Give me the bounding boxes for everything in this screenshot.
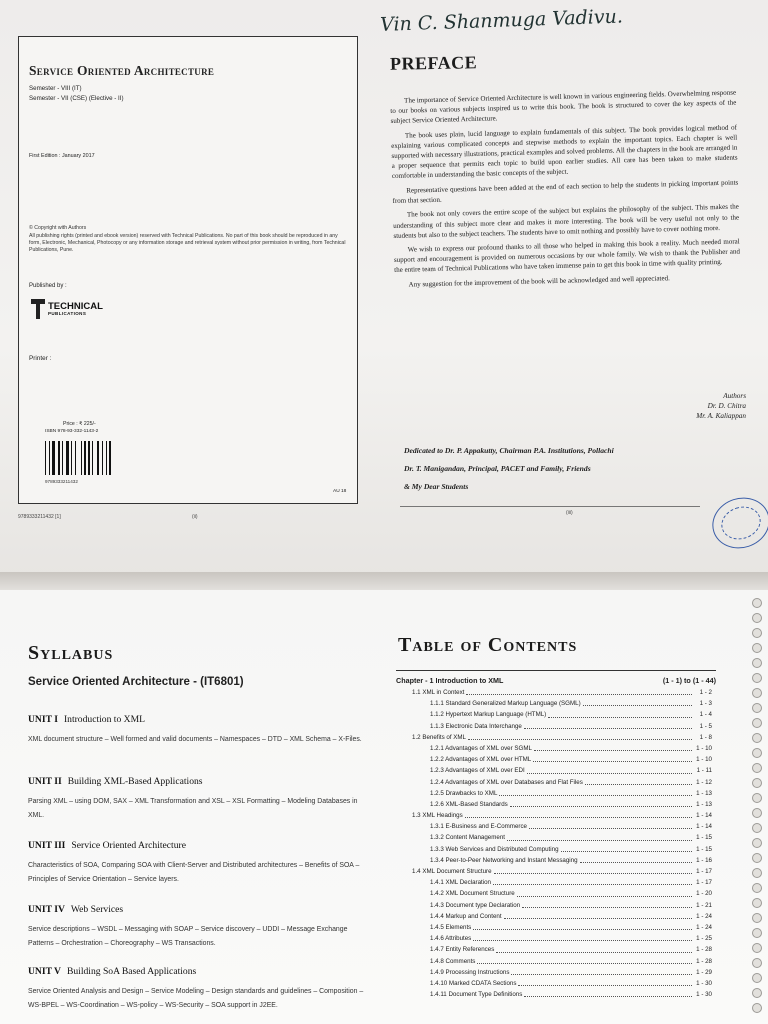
toc-entry-row bbox=[396, 721, 718, 732]
toc-page-number: 1 - 5 bbox=[699, 722, 712, 730]
toc-leader-dots bbox=[522, 907, 692, 908]
toc-entry-row bbox=[396, 888, 718, 899]
toc-leader-dots bbox=[548, 717, 692, 718]
toc-entry-label: 1.4.11 Document Type Definitions bbox=[430, 991, 523, 999]
edition-code: AU 18 bbox=[333, 489, 347, 494]
preface-page bbox=[380, 0, 768, 560]
page-number-right: (iii) bbox=[566, 510, 573, 516]
toc-entry-label: 1.4.9 Processing Instructions bbox=[430, 968, 510, 976]
toc-leader-dots bbox=[468, 739, 692, 740]
spiral-ring-icon bbox=[752, 958, 762, 968]
toc-entry-label: 1.1.3 Electronic Data Interchange bbox=[430, 722, 522, 730]
spiral-ring-icon bbox=[752, 988, 762, 998]
published-by-label: Published by : bbox=[29, 283, 67, 289]
toc-leader-dots bbox=[466, 694, 692, 695]
toc-leader-dots bbox=[517, 896, 692, 897]
toc-entry-row bbox=[396, 978, 718, 989]
unit-block bbox=[28, 840, 364, 887]
toc-entry-row bbox=[396, 844, 718, 855]
barcode-bar bbox=[49, 441, 50, 475]
toc-entry-row bbox=[396, 743, 718, 754]
toc-entry-row bbox=[396, 855, 718, 866]
unit-name: Web Services bbox=[70, 904, 124, 915]
footer-code: 9789333211432 [1] bbox=[18, 514, 61, 520]
toc-entry-label: 1.3.3 Web Services and Distributed Computing bbox=[430, 845, 559, 853]
toc-entry-label: 1.4.1 XML Declaration bbox=[430, 879, 491, 887]
toc-entry-label: 1.3 XML Headings bbox=[412, 812, 463, 820]
toc-entry-label: 1.4.8 Comments bbox=[430, 957, 476, 965]
toc-entry-label: 1.4 XML Document Structure bbox=[412, 868, 492, 875]
edition-line: First Edition : January 2017 bbox=[29, 153, 95, 159]
imprint-box bbox=[18, 36, 358, 504]
sign-author-1: Dr. D. Chitra bbox=[707, 402, 746, 410]
toc-page-number: 1 - 29 bbox=[696, 968, 712, 976]
isbn-barcode bbox=[45, 441, 119, 479]
toc-entry-row bbox=[396, 900, 718, 911]
toc-entry-row bbox=[396, 732, 718, 743]
spiral-ring-icon bbox=[752, 853, 762, 863]
toc-entry-row bbox=[396, 933, 718, 944]
spiral-ring-icon bbox=[752, 613, 762, 623]
toc-page-number: 1 - 8 bbox=[699, 733, 712, 741]
toc-entry-row bbox=[396, 799, 718, 810]
unit-number: UNIT III bbox=[28, 840, 66, 851]
preface-paragraph: Representative questions have been added at the end of each section to help the students in picking important points from that section. bbox=[392, 178, 739, 205]
semester-line-2: Semester - VII (CSE) (Elective - II) bbox=[29, 95, 124, 102]
toc-entry-row bbox=[396, 989, 718, 1000]
preface-paragraph: We wish to express our profound thanks to all those who helped in making this book a reality. Much needed moral support and encouragement is provided on numerous occasions by our whole family. We wish to thank the Publisher and the entire team of Technical Publications who have taken immense pain to get this book in time with quality printing. bbox=[393, 237, 741, 275]
technical-publications-logo bbox=[31, 295, 103, 321]
copyright-heading: © Copyright with Authors bbox=[29, 225, 87, 231]
barcode-bar bbox=[45, 441, 46, 475]
toc-leader-dots bbox=[518, 985, 692, 986]
toc-leader-dots bbox=[527, 773, 692, 774]
spiral-ring-icon bbox=[752, 673, 762, 683]
toc-entry-label: Chapter - 1 Introduction to XML bbox=[396, 676, 504, 685]
toc-leader-dots bbox=[524, 996, 692, 997]
toc-entry-label: 1.4.10 Marked CDATA Sections bbox=[430, 979, 517, 987]
toc-page-number: 1 - 10 bbox=[696, 744, 712, 752]
toc-entry-row bbox=[396, 821, 718, 832]
page-number-left: (ii) bbox=[192, 514, 198, 520]
toc-leader-dots bbox=[473, 929, 692, 930]
toc-leader-dots bbox=[585, 784, 692, 785]
spiral-ring-icon bbox=[752, 1003, 762, 1013]
toc-entry-label: 1.2.3 Advantages of XML over EDI bbox=[430, 767, 525, 775]
footer-rule bbox=[400, 506, 700, 507]
logo-word: TECHNICAL bbox=[48, 301, 103, 312]
toc-page-number: 1 - 4 bbox=[699, 711, 712, 719]
toc-entry-label: 1.1 XML in Context bbox=[412, 689, 465, 696]
preface-paragraph: The book uses plain, lucid language to explain fundamentals of this subject. The book provides logical method of explaining various complicated concepts and stepwise methods to explain the important topics. Each chapter is well supported with necessary illustrations, practical examples and solved problems. All the chapters in the book are arranged in a proper sequence that permits each topic to build upon earlier studies. All care has been taken to make students comfortable in understanding the basic concepts of the subject. bbox=[391, 123, 738, 181]
dedication-line-1: Dedicated to Dr. P. Appakutty, Chairman P.A. Institutions, Pollachi bbox=[404, 446, 614, 455]
spiral-ring-icon bbox=[752, 943, 762, 953]
toc-page-number: (1 - 1) to (1 - 44) bbox=[662, 676, 716, 685]
toc-page-number: 1 - 13 bbox=[696, 789, 712, 797]
barcode-bar bbox=[102, 441, 103, 475]
toc-page-number: 1 - 24 bbox=[696, 923, 712, 931]
toc-leader-dots bbox=[473, 940, 692, 941]
spiral-ring-icon bbox=[752, 688, 762, 698]
toc-leader-dots bbox=[561, 851, 692, 852]
toc-entry-row bbox=[396, 911, 718, 922]
barcode-bar bbox=[66, 441, 69, 475]
toc-leader-dots bbox=[510, 806, 692, 807]
sign-author-2: Mr. A. Kaliappan bbox=[696, 412, 746, 420]
barcode-bar bbox=[75, 441, 76, 475]
toc-entry-row bbox=[396, 877, 718, 888]
toc-entry-label: 1.2 Benefits of XML bbox=[412, 733, 466, 741]
barcode-bar bbox=[97, 441, 99, 475]
preface-body bbox=[390, 88, 741, 295]
dedication-line-3: & My Dear Students bbox=[404, 482, 469, 491]
toc-leader-dots bbox=[499, 795, 692, 796]
spiral-ring-icon bbox=[752, 598, 762, 608]
unit-content: Parsing XML – using DOM, SAX – XML Transformation and XSL – XSL Formatting – Modeling Databases in XML. bbox=[28, 798, 358, 819]
preface-heading: PREFACE bbox=[389, 52, 478, 74]
toc-page-number: 1 - 3 bbox=[699, 700, 712, 708]
toc-page-number: 1 - 17 bbox=[696, 879, 712, 887]
toc-entry-row bbox=[396, 832, 718, 843]
toc-page-number: 1 - 14 bbox=[696, 812, 712, 820]
toc-page-number: 1 - 11 bbox=[696, 767, 712, 775]
toc-heading: Table of Contents bbox=[398, 634, 578, 656]
spiral-ring-icon bbox=[752, 718, 762, 728]
copyright-text: All publishing rights (printed and ebook version) reserved with Technical Publications. No part of this book should be reproduced in any form, Electronic, Mechanical, Photocopy or any information storage and retrieval system without prior permission in writing, from Technical Publications, Pune. bbox=[29, 233, 346, 253]
toc-leader-dots bbox=[477, 963, 692, 964]
unit-content: Characteristics of SOA, Comparing SOA with Client-Server and Distributed architectures – Benefits of SOA – Principles of Service Orientation – Service layers. bbox=[28, 862, 360, 883]
toc-chapter-row bbox=[396, 674, 718, 687]
book-title: Service Oriented Architecture bbox=[29, 63, 215, 78]
printer-label: Printer : bbox=[29, 355, 52, 362]
toc-page-number: 1 - 12 bbox=[696, 778, 712, 786]
spiral-ring-icon bbox=[752, 793, 762, 803]
toc-entry-label: 1.2.5 Drawbacks to XML bbox=[430, 789, 498, 797]
handwritten-name: Vin C. Shanmuga Vadivu. bbox=[379, 5, 624, 36]
unit-name: Building SoA Based Applications bbox=[66, 966, 197, 977]
toc-entry-label: 1.2.4 Advantages of XML over Databases and Flat Files bbox=[430, 778, 583, 786]
toc-leader-dots bbox=[511, 974, 692, 975]
toc-leader-dots bbox=[465, 817, 692, 818]
toc-entry-row bbox=[396, 698, 718, 709]
toc-entry-row bbox=[396, 866, 718, 877]
spiral-ring-icon bbox=[752, 658, 762, 668]
toc-entry-row bbox=[396, 777, 718, 788]
unit-name: Introduction to XML bbox=[63, 714, 145, 725]
toc-page-number: 1 - 24 bbox=[696, 912, 712, 920]
toc-page-number: 1 - 2 bbox=[699, 689, 712, 696]
spiral-ring-icon bbox=[752, 913, 762, 923]
sign-authors: Authors bbox=[723, 392, 746, 400]
unit-name: Building XML-Based Applications bbox=[67, 776, 203, 787]
toc-entry-row bbox=[396, 967, 718, 978]
unit-content: XML document structure – Well formed and valid documents – Namespaces – DTD – XML Schema – X-Files. bbox=[28, 736, 362, 743]
toc-entry-label: 1.2.1 Advantages of XML over SGML bbox=[430, 744, 532, 752]
spiral-ring-icon bbox=[752, 928, 762, 938]
toc-list bbox=[396, 674, 718, 1000]
toc-entry-row bbox=[396, 956, 718, 967]
price-line: Price : ₹ 225/- bbox=[63, 421, 96, 427]
spiral-ring-icon bbox=[752, 823, 762, 833]
spiral-ring-icon bbox=[752, 733, 762, 743]
unit-name: Service Oriented Architecture bbox=[71, 840, 186, 851]
toc-leader-dots bbox=[496, 952, 692, 953]
semester-line-1: Semester - VIII (IT) bbox=[29, 85, 82, 92]
toc-page-number: 1 - 30 bbox=[696, 991, 712, 999]
toc-page-number: 1 - 13 bbox=[696, 800, 712, 808]
toc-entry-label: 1.1.1 Standard Generalized Markup Language (SGML) bbox=[430, 700, 581, 708]
toc-entry-label: 1.4.2 XML Document Structure bbox=[430, 890, 515, 898]
toc-leader-dots bbox=[504, 918, 692, 919]
barcode-bar bbox=[81, 441, 82, 475]
toc-page-number: 1 - 17 bbox=[696, 868, 712, 875]
toc-entry-label: 1.2.2 Advantages of XML over HTML bbox=[430, 756, 532, 764]
spiral-binding bbox=[748, 598, 768, 1018]
unit-number: UNIT II bbox=[28, 776, 62, 787]
toc-page-number: 1 - 28 bbox=[696, 946, 712, 954]
barcode-bar bbox=[62, 441, 63, 475]
spiral-ring-icon bbox=[752, 808, 762, 818]
spiral-ring-icon bbox=[752, 748, 762, 758]
toc-page-number: 1 - 28 bbox=[696, 957, 712, 965]
logo-subword: PUBLICATIONS bbox=[48, 311, 87, 316]
toc-leader-dots bbox=[524, 728, 692, 729]
unit-content: Service Oriented Analysis and Design – Service Modeling – Design standards and guidelines – Composition – WS-BPEL – WS-Coordination – WS-policy – WS-Security – SOA support in J2EE. bbox=[28, 988, 364, 1009]
barcode-bar bbox=[109, 441, 111, 475]
toc-leader-dots bbox=[533, 761, 692, 762]
barcode-number: 9789333211432 bbox=[45, 479, 78, 484]
toc-leader-dots bbox=[529, 828, 692, 829]
barcode-bar bbox=[84, 441, 86, 475]
copyright-page bbox=[6, 0, 378, 540]
toc-page-number: 1 - 15 bbox=[696, 845, 712, 853]
unit-number: UNIT I bbox=[28, 714, 58, 725]
barcode-bar bbox=[88, 441, 90, 475]
unit-content: Service descriptions – WSDL – Messaging with SOAP – Service discovery – UDDI – Message Exchange Patterns – Orchestration – Choreography – WS Transactions. bbox=[28, 926, 348, 947]
toc-entry-label: 1.4.5 Elements bbox=[430, 923, 472, 931]
toc-entry-row bbox=[396, 944, 718, 955]
barcode-bar bbox=[58, 441, 60, 475]
toc-entry-label: 1.3.1 E-Business and E-Commerce bbox=[430, 823, 527, 831]
spiral-ring-icon bbox=[752, 973, 762, 983]
toc-entry-label: 1.2.6 XML-Based Standards bbox=[430, 800, 508, 808]
barcode-bar bbox=[52, 441, 55, 475]
lower-book-spread bbox=[0, 590, 768, 1024]
toc-leader-dots bbox=[534, 750, 692, 751]
toc-page-number: 1 - 25 bbox=[696, 935, 712, 943]
toc-page-number: 1 - 16 bbox=[696, 856, 712, 864]
unit-block bbox=[28, 904, 364, 951]
toc-rule bbox=[396, 670, 716, 671]
toc-entry-row bbox=[396, 788, 718, 799]
barcode-bar bbox=[71, 441, 72, 475]
dedication-line-2: Dr. T. Manigandan, Principal, PACET and Family, Friends bbox=[404, 464, 591, 473]
toc-entry-label: 1.4.3 Document type Declaration bbox=[430, 901, 521, 909]
isbn-line: ISBN 978-93-332-1143-2 bbox=[45, 429, 99, 434]
spiral-ring-icon bbox=[752, 628, 762, 638]
spiral-ring-icon bbox=[752, 838, 762, 848]
toc-page-number: 1 - 15 bbox=[696, 834, 712, 842]
t-logo-icon bbox=[31, 299, 45, 319]
toc-page-number: 1 - 21 bbox=[696, 901, 712, 909]
toc-entry-label: 1.4.7 Entity References bbox=[430, 946, 495, 954]
toc-page-number: 1 - 30 bbox=[696, 979, 712, 987]
toc-leader-dots bbox=[507, 840, 692, 841]
toc-entry-label: 1.3.4 Peer-to-Peer Networking and Instant Messaging bbox=[430, 856, 578, 864]
toc-entry-row bbox=[396, 765, 718, 776]
toc-page-number: 1 - 10 bbox=[696, 756, 712, 764]
toc-page-number: 1 - 20 bbox=[696, 890, 712, 898]
toc-entry-row bbox=[396, 754, 718, 765]
toc-entry-row bbox=[396, 810, 718, 821]
unit-block bbox=[28, 966, 364, 1013]
spiral-ring-icon bbox=[752, 868, 762, 878]
spiral-ring-icon bbox=[752, 703, 762, 713]
toc-leader-dots bbox=[580, 862, 692, 863]
spiral-ring-icon bbox=[752, 763, 762, 773]
spiral-ring-icon bbox=[752, 898, 762, 908]
unit-number: UNIT V bbox=[28, 966, 61, 977]
toc-entry-row bbox=[396, 922, 718, 933]
preface-paragraph: The importance of Service Oriented Architecture is well known in various engineering fields. Overwhelming response to our books on various subjects inspired us to write this book. The book is structured to cover the key aspects of the subject Service Oriented Architecture. bbox=[390, 88, 737, 126]
toc-entry-label: 1.4.6 Attributes bbox=[430, 935, 472, 943]
toc-leader-dots bbox=[583, 705, 692, 706]
syllabus-heading: Syllabus bbox=[28, 642, 114, 664]
toc-entry-row bbox=[396, 687, 718, 698]
toc-entry-label: 1.3.2 Content Management bbox=[430, 834, 505, 842]
syllabus-subtitle: Service Oriented Architecture - (IT6801) bbox=[28, 676, 244, 688]
toc-entry-label: 1.1.2 Hypertext Markup Language (HTML) bbox=[430, 711, 547, 719]
toc-leader-dots bbox=[493, 884, 692, 885]
preface-paragraph: The book not only covers the entire scope of the subject but explains the philosophy of the subject. This makes the understanding of this subject more clear and makes it more interesting. The book will be very useful not only to the students but also to the subject teachers. The students have to omit nothing and possibly have to cover nothing more. bbox=[393, 202, 740, 240]
toc-leader-dots bbox=[494, 873, 692, 874]
spiral-ring-icon bbox=[752, 883, 762, 893]
toc-entry-row bbox=[396, 709, 718, 720]
barcode-bar bbox=[106, 441, 107, 475]
barcode-bar bbox=[92, 441, 93, 475]
toc-entry-label: 1.4.4 Markup and Content bbox=[430, 912, 502, 920]
unit-block bbox=[28, 714, 364, 747]
unit-block bbox=[28, 776, 364, 823]
preface-paragraph: Any suggestion for the improvement of the book will be acknowledged and well appreciated. bbox=[408, 274, 670, 289]
spiral-ring-icon bbox=[752, 778, 762, 788]
toc-page-number: 1 - 14 bbox=[696, 823, 712, 831]
unit-number: UNIT IV bbox=[28, 904, 65, 915]
spiral-ring-icon bbox=[752, 643, 762, 653]
